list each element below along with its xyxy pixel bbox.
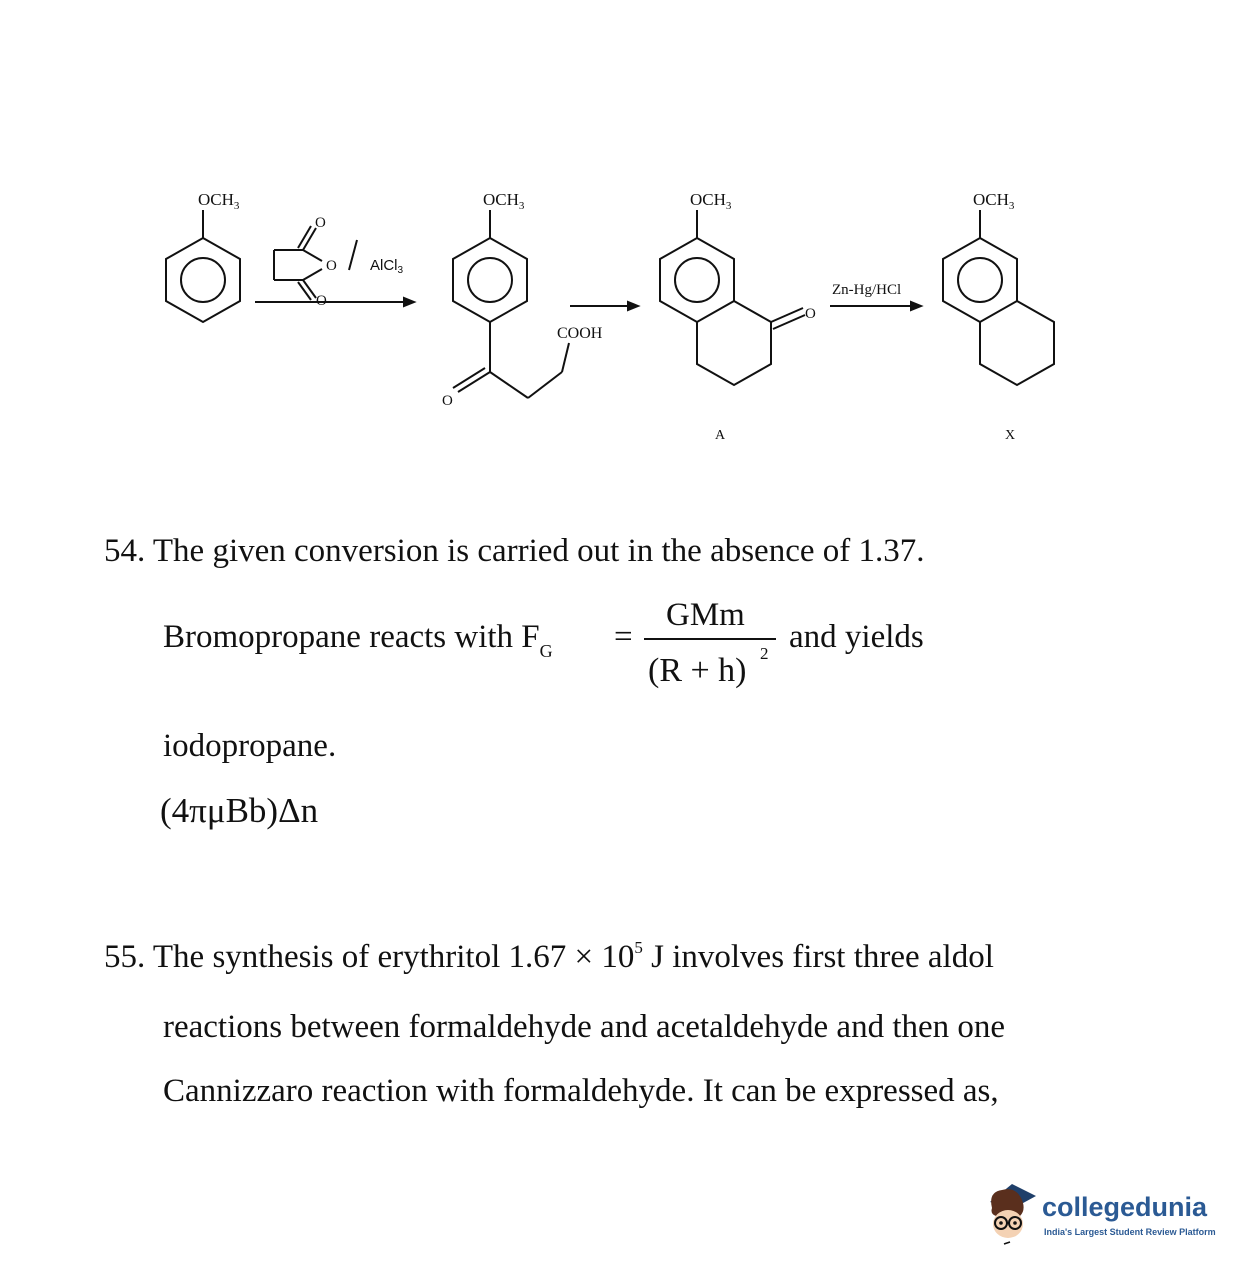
compound-a-label: A xyxy=(715,428,726,443)
equals-sign: = xyxy=(614,619,633,655)
keto-acid-carbonyl-o: O xyxy=(442,393,453,409)
fraction-numerator: GMm xyxy=(666,597,745,633)
och3-label-3: $OCH_3$ xyxy=(690,190,732,212)
q55-exponent: 5 xyxy=(634,938,643,957)
compound-x-label: X xyxy=(1005,428,1016,443)
q55-line3: Cannizzaro reaction with formaldehyde. It can be expressed as, xyxy=(163,1073,999,1109)
logo-tagline: India's Largest Student Review Platform xyxy=(1044,1227,1216,1237)
reagent-zn-hg-hcl: Zn-Hg/HCl xyxy=(832,282,902,298)
och3-label-4: $OCH_3$ xyxy=(973,190,1015,212)
fraction-exponent: 2 xyxy=(760,644,769,663)
logo-name: collegedunia xyxy=(1042,1192,1208,1222)
succinic-anhydride-structure xyxy=(274,226,357,300)
fraction-denominator: (R + h) xyxy=(648,652,747,689)
q54-line4: (4πμBb)Δn xyxy=(160,791,319,830)
reagent-alcl3: AlCl$_3$ xyxy=(370,257,404,276)
fg-subscript: G xyxy=(539,641,553,661)
tetralin-structure xyxy=(943,210,1054,385)
q54-line2-prefix xyxy=(163,619,553,661)
anhydride-carbonyl-o-bottom: O xyxy=(316,293,327,309)
cooh-label: COOH xyxy=(557,325,603,342)
q54-line1: 54. The given conversion is carried out in the absence of 1.37. xyxy=(104,533,925,569)
student-mascot-icon xyxy=(982,1178,1042,1248)
keto-acid-structure xyxy=(453,210,569,398)
tetralone-structure xyxy=(660,210,805,385)
q55-line2: reactions between formaldehyde and acetaldehyde and then one xyxy=(163,1009,1006,1045)
q54-line3: iodopropane. xyxy=(163,728,337,764)
anisole-structure xyxy=(166,210,240,322)
och3-label-2: $OCH_3$ xyxy=(483,190,525,212)
q54-line2-suffix: and yields xyxy=(789,619,924,655)
q55-line1-b: J involves first three aldol xyxy=(651,939,994,975)
reaction-scheme xyxy=(0,0,1243,460)
anhydride-carbonyl-o-top: O xyxy=(315,215,326,231)
och3-label-1: $OCH_3$ xyxy=(198,190,240,212)
q55-line1-a: 55. The synthesis of erythritol 1.67 × 10 xyxy=(104,939,635,975)
q54-line2-text: Bromopropane reacts with F xyxy=(163,619,540,655)
fraction-bar xyxy=(644,638,776,640)
q55-line1 xyxy=(104,938,994,975)
tetralone-carbonyl-o: O xyxy=(805,306,816,322)
anhydride-ring-o: O xyxy=(326,258,337,274)
